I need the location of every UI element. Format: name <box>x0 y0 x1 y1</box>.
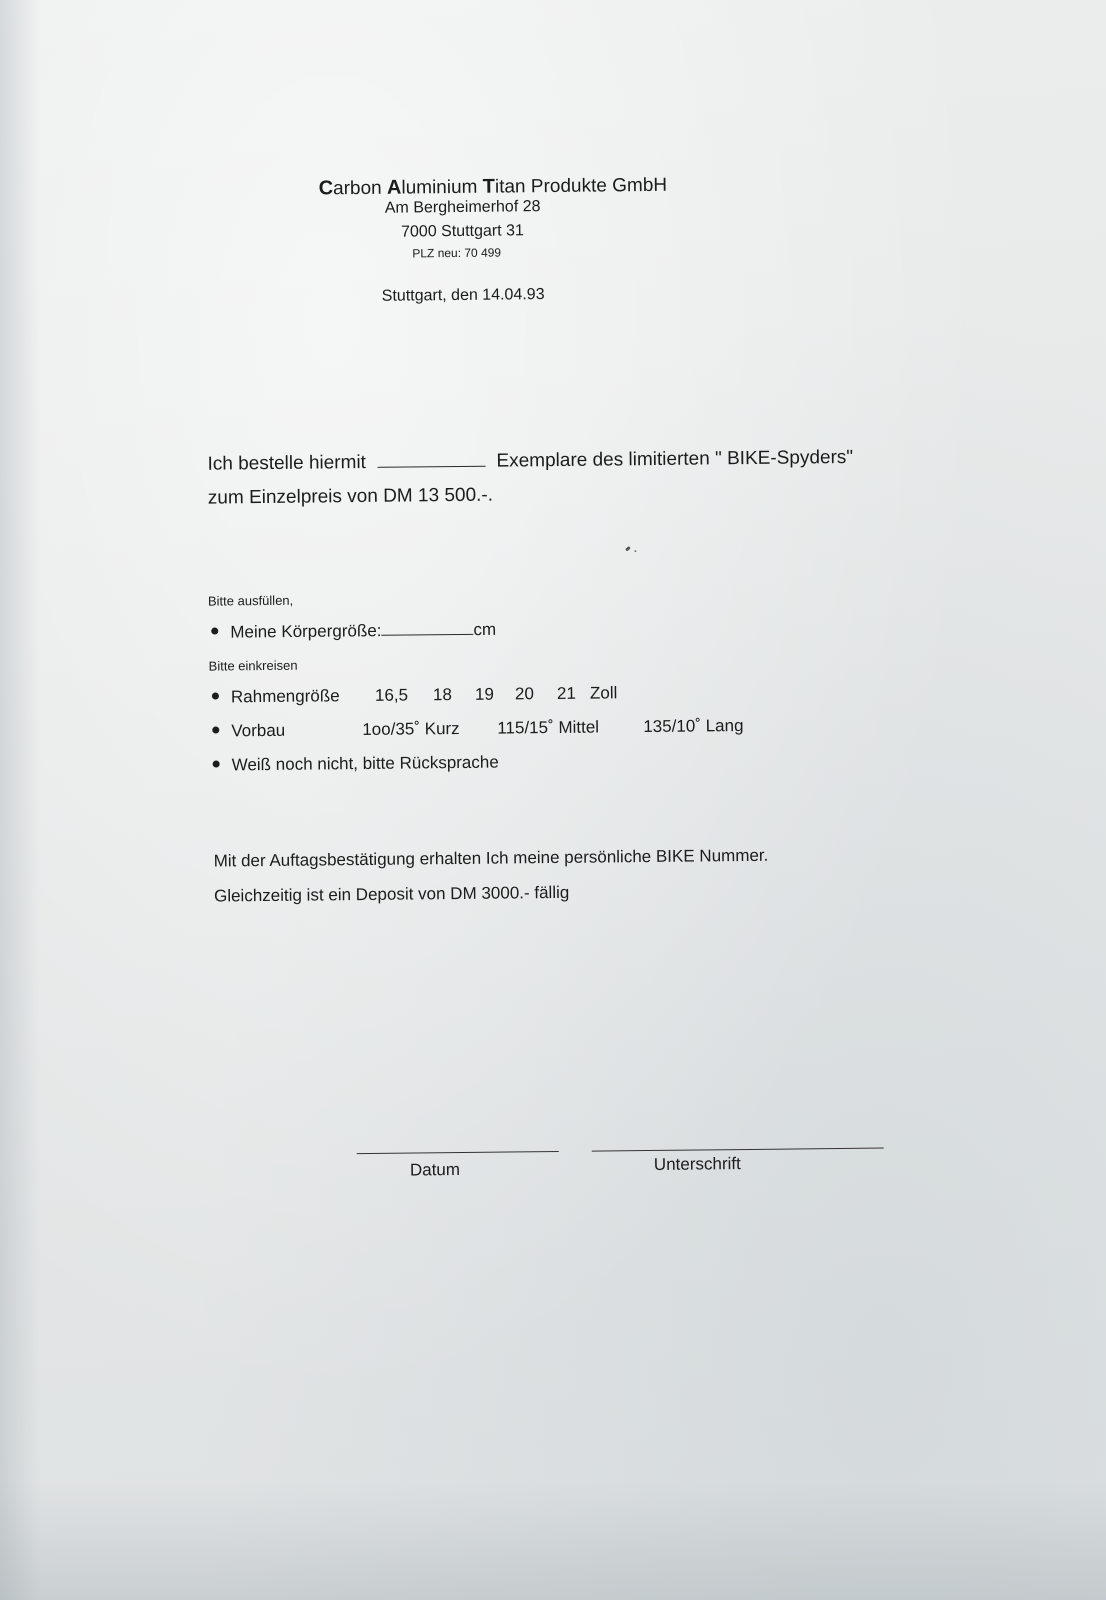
frame-size-option-19[interactable]: 19 <box>474 684 494 704</box>
confirmation-line-1: Mit der Auftagsbestätigung erhalten Ich meine persönliche BIKE Nummer. <box>213 845 769 871</box>
signature-line[interactable] <box>592 1148 884 1152</box>
company-initial-a: A <box>386 176 402 199</box>
date-label: Datum <box>409 1160 461 1180</box>
order-line-1 <box>207 445 853 476</box>
stem-label: Vorbau <box>231 720 286 741</box>
letter-date: Stuttgart, den 14.04.93 <box>381 286 545 305</box>
bullet-icon <box>213 761 220 768</box>
quantity-blank-field[interactable] <box>377 449 485 468</box>
paper-speck-small <box>634 550 636 552</box>
date-signature-line[interactable] <box>357 1151 559 1154</box>
frame-size-unit: Zoll <box>589 683 618 703</box>
company-name <box>319 174 668 201</box>
frame-size-option-21[interactable]: 21 <box>556 683 576 703</box>
company-word-carbon: arbon <box>332 177 388 200</box>
company-new-postcode: PLZ neu: 70 499 <box>412 245 502 261</box>
company-word-titan: itan Produkte GmbH <box>494 174 668 198</box>
company-initial-t: T <box>482 175 496 198</box>
company-city: 7000 Stuttgart 31 <box>401 222 524 241</box>
fill-in-instruction: Bitte ausfüllen, <box>207 592 294 609</box>
body-height-row <box>211 619 496 643</box>
frame-size-option-18[interactable]: 18 <box>432 685 452 705</box>
stem-row <box>212 716 772 744</box>
frame-size-option-20[interactable]: 20 <box>514 684 534 704</box>
company-initial-c: C <box>318 177 334 200</box>
stem-option-short[interactable]: 1oo/35˚ Kurz <box>362 718 460 739</box>
frame-size-option-16-5[interactable]: 16,5 <box>374 685 409 705</box>
bullet-icon <box>211 628 218 635</box>
order-line-1-start: Ich bestelle hiermit <box>207 452 367 475</box>
paper-speck <box>625 546 631 552</box>
body-height-unit: cm <box>473 619 497 640</box>
order-line-1-end: Exemplare des limitierten " BIKE-Spyders" <box>496 446 854 472</box>
circle-instruction: Bitte einkreisen <box>208 657 298 674</box>
bullet-icon <box>212 693 219 700</box>
body-height-label: Meine Körpergröße: <box>230 621 382 642</box>
signature-label: Unterschrift <box>653 1154 741 1174</box>
bullet-icon <box>212 727 219 734</box>
frame-size-row <box>212 683 652 710</box>
order-line-2: zum Einzelpreis von DM 13 500.-. <box>207 484 494 509</box>
confirmation-line-2: Gleichzeitig ist ein Deposit von DM 3000.- fällig <box>213 882 570 906</box>
undecided-option[interactable]: Weiß noch nicht, bitte Rücksprache <box>231 752 499 775</box>
stem-option-long[interactable]: 135/10˚ Lang <box>643 716 744 737</box>
company-word-aluminium: luminium <box>401 176 483 199</box>
undecided-row <box>213 753 499 776</box>
frame-size-label: Rahmengröße <box>230 686 340 707</box>
company-street: Am Bergheimerhof 28 <box>384 198 541 217</box>
stem-option-medium[interactable]: 115/15˚ Mittel <box>497 717 600 738</box>
body-height-blank-field[interactable] <box>381 619 473 636</box>
